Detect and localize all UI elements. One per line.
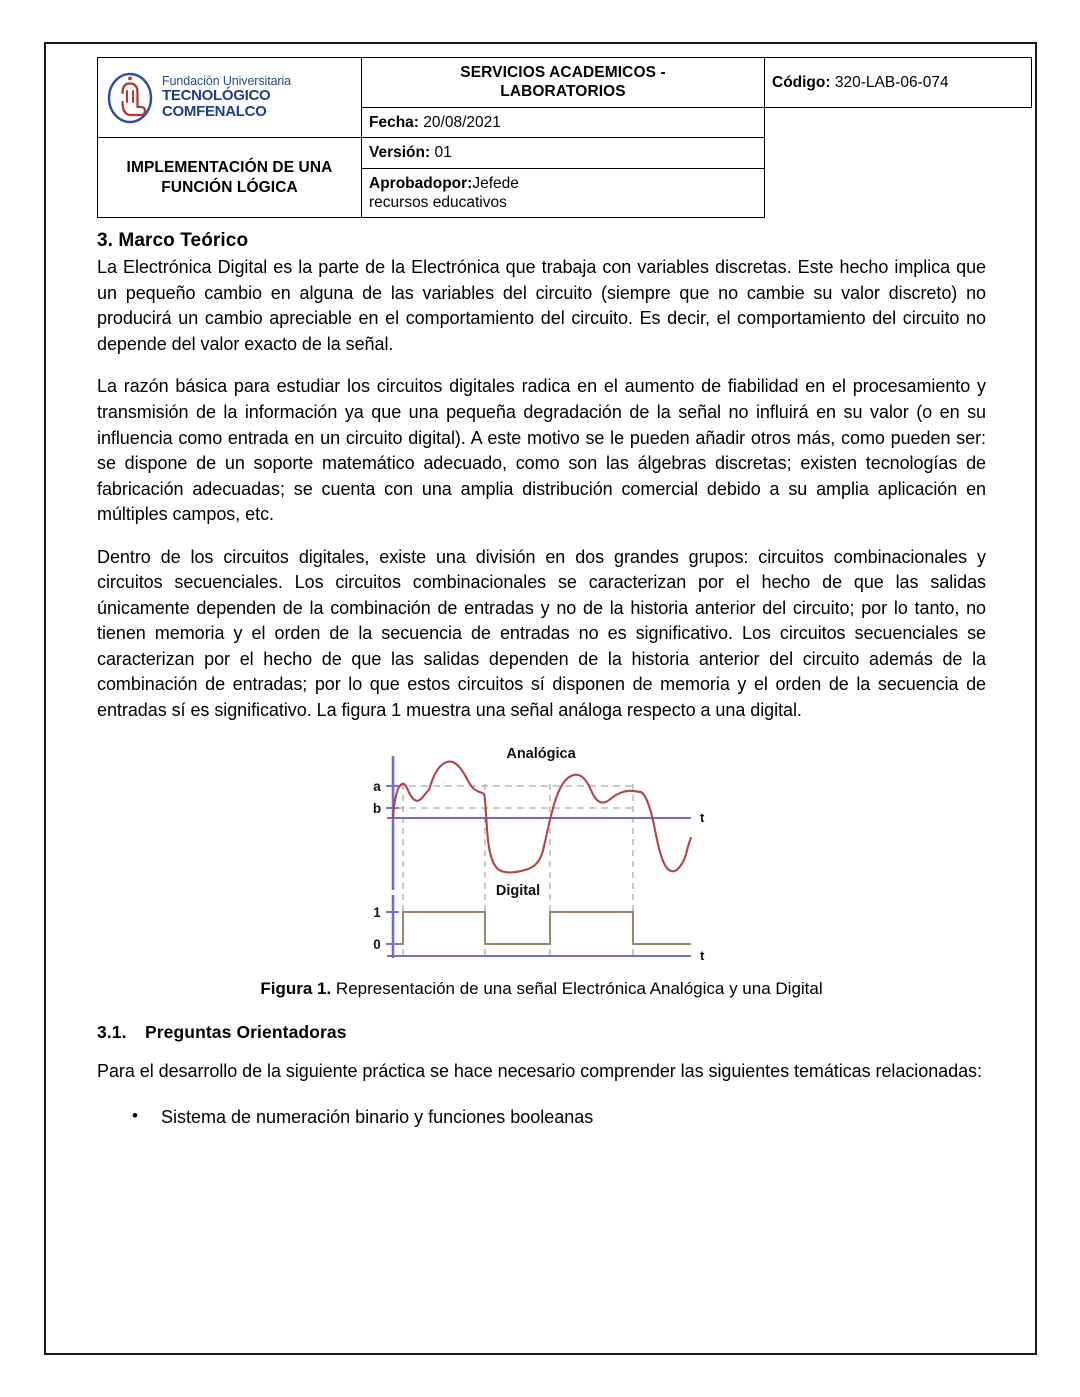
header-row-1 [98, 58, 1032, 108]
service-title-line-1: SERVICIOS ACADEMICOS - [460, 64, 666, 81]
header-cell-codigo [765, 58, 1032, 108]
spacer-below-subsection [97, 1043, 986, 1059]
paragraph-2: La razón básica para estudiar los circuitos digitales radica en el aumento de fiabilidad en el procesamiento y transmisión de la información ya que una pequeña degradación de la señal no influirá en su valor (o en su influencia como entrada en un circuito digital). A este motivo se le pueden añadir otros más, como pueden ser: se dispone de un soporte matemático adecuado, como son las álgebras discretas; existen tecnologías de fabricación adecuadas; se cuenta con una amplia distribución comercial debido a su amplia aplicación en múltiples campos, etc. [97, 376, 986, 525]
label-digital-t-axis: t [699, 947, 704, 963]
codigo-label: Código: [772, 73, 831, 91]
aprobado-line-2: recursos educativos [369, 193, 507, 211]
version-label: Versión: [369, 144, 431, 162]
comfenalco-logo-icon [105, 71, 155, 125]
digital-waveform-path [393, 912, 691, 944]
logo-line-1: Fundación Universitaria [162, 74, 292, 89]
subsection-label: Preguntas Orientadoras [145, 1022, 347, 1043]
aprobado-label-2: por: [442, 174, 473, 192]
aprobado-label: Aprobado [369, 174, 443, 192]
header-cell-version [362, 138, 765, 168]
label-level-0: 0 [372, 936, 381, 952]
institution-logo-text [162, 75, 354, 120]
label-level-a: a [372, 778, 381, 794]
section-heading-marco-teorico: 3. Marco Teórico [97, 230, 249, 252]
page-content [97, 57, 986, 1131]
figure-1-caption-label: Figura 1. [260, 978, 332, 998]
service-title-line-2: LABORATORIOS [500, 83, 626, 101]
spacer-below-figure [97, 1000, 986, 1022]
header-cell-logo [98, 58, 362, 138]
header-cell-aprobado [362, 168, 765, 218]
paragraph-3: Dentro de los circuitos digitales, existe una división en dos grandes grupos: circuitos combinacionales y circuitos secuenciales. Los circuitos combinacionales se caracterizan por el hecho de que las salidas únicamente dependen de la combinación de entradas y no de la historia anterior del circuito; por lo tanto, no tienen memoria y el orden de la secuencia de entradas no es significativo. Los circuitos secuenciales se caracterizan por el hecho de que las salidas dependen de la historia anterior del circuito además de la combinación de entradas; por lo que estos circuitos sí disponen de memoria y el orden de la secuencia de entradas sí es significativo. La figura 1 muestra una señal análoga respecto a una digital. [97, 546, 986, 720]
practice-title-line-1: IMPLEMENTACIÓN DE UNA [126, 159, 333, 177]
topics-bullet-list [97, 1105, 986, 1131]
figure-1-block [97, 740, 986, 1001]
logo-line-2: TECNOLÓGICO COMFENALCO [162, 87, 271, 121]
header-cell-practice-title [98, 138, 362, 218]
fecha-label: Fecha: [369, 113, 419, 131]
practice-title-line-2: FUNCIÓN LÓGICA [161, 178, 298, 196]
document-header-table [97, 57, 1032, 218]
label-level-b: b [372, 800, 381, 816]
subsection-number: 3.1. [97, 1022, 127, 1043]
subsection-heading-preguntas-orientadoras [97, 1022, 986, 1043]
codigo-value: 320-LAB-06-074 [834, 73, 949, 91]
aprobado-value-b: de [501, 174, 519, 192]
signal-comparison-chart [355, 740, 729, 972]
label-analog-t-axis: t [699, 809, 704, 825]
annotation-digital: Digital [495, 882, 540, 899]
header-cell-service-title [362, 58, 765, 108]
header-cell-fecha [362, 107, 765, 137]
aprobado-line-1 [369, 174, 757, 193]
paragraph-4: Para el desarrollo de la siguiente práctica se hace necesario comprender las siguientes temáticas relacionadas: [97, 1061, 982, 1082]
version-value: 01 [434, 144, 452, 162]
aprobado-value-a: Jefe [472, 174, 502, 192]
document-body [97, 230, 986, 1130]
list-item: • Sistema de numeración binario y funciones booleanas [161, 1105, 986, 1131]
figure-1-caption-text: Representación de una señal Electrónica Analógica y una Digital [331, 978, 823, 998]
paragraph-1: La Electrónica Digital es la parte de la Electrónica que trabaja con variables discretas. Este hecho implica que un pequeño cambio en alguna de las variables del circuito (siempre que no cambie su valor discreto) no producirá un cambio apreciable en el comportamiento del circuito. Es decir, el comportamiento del circuito no depende del valor exacto de la señal. [97, 257, 986, 354]
label-level-1: 1 [372, 904, 381, 920]
institution-logo [105, 69, 354, 127]
header-row-3 [98, 138, 1032, 168]
page-border-frame [44, 42, 1037, 1355]
annotation-analogica: Analógica [505, 745, 576, 762]
figure-1-caption [97, 978, 986, 1001]
fecha-value: 20/08/2021 [423, 113, 501, 131]
